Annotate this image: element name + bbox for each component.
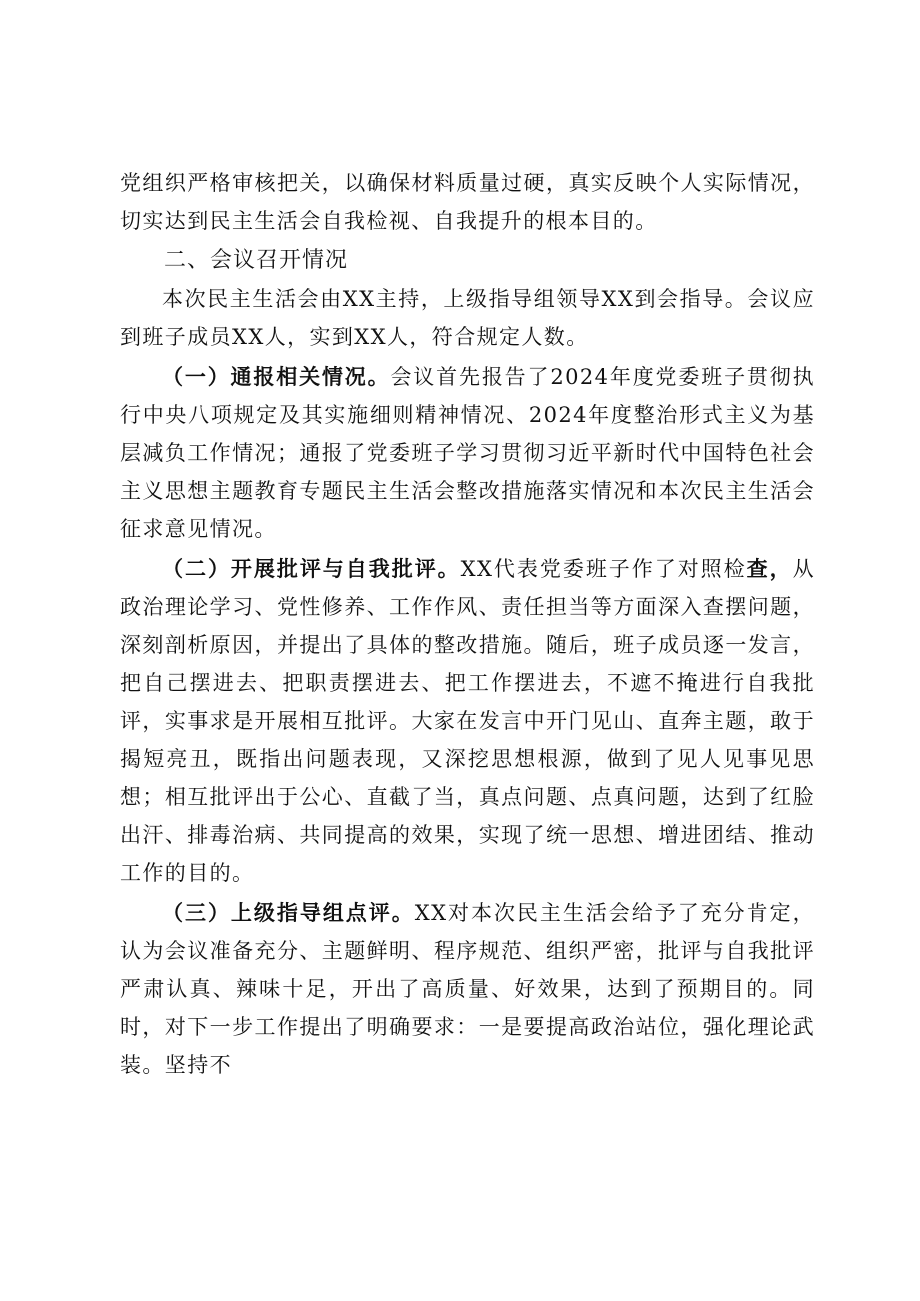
item-1-paragraph: [120, 358, 815, 548]
item-2-body-after: 从政治理论学习、党性修养、工作作风、责任担当等方面深入查摆问题，深刻剖析原因，并提出了具体的整改措施。随后，班子成员逐一发言，把自己摆进去、把职责摆进去、把工作摆进去，不遮不掩进行自我批评，实事求是开展相互批评。大家在发言中开门见山、直奔主题，敢于揭短亮丑，既指出问题表现，又深挖思想根源，做到了见人见事见思想；相互批评出于公心、直截了当，真点问题、点真问题，达到了红脸出汗、排毒治病、共同提高的效果，实现了统一思想、增进团结、推动工作的目的。: [120, 557, 815, 885]
item-2-paragraph: [120, 550, 815, 892]
item-1-body: 会议首先报告了2024年度党委班子贯彻执行中央八项规定及其实施细则精神情况、2024年度整治形式主义为基层减负工作情况；通报了党委班子学习贯彻习近平新时代中国特色社会主义思想主题教育专题民主生活会整改措施落实情况和本次民主生活会征求意见情况。: [120, 365, 816, 541]
item-3-paragraph: [120, 894, 815, 1084]
item-2-title: （二）开展批评与自我批评。: [162, 557, 461, 581]
section-heading: 二、会议召开情况: [164, 248, 349, 273]
meeting-info-paragraph: 本次民主生活会由XX主持，上级指导组领导XX到会指导。会议应到班子成员XX人，实到XX人，符合规定人数。: [120, 287, 815, 349]
item-2-body-before: XX代表党委班子作了对照检: [460, 557, 747, 581]
item-2-body-emph: 查，: [746, 556, 793, 581]
item-3-body: XX对本次民主生活会给予了充分肯定，认为会议准备充分、主题鲜明、程序规范、组织严密，批评与自我批评严肃认真、辣味十足，开出了高质量、好效果，达到了预期目的。同时，对下一步工作提出了明确要求：一是要提高政治站位，强化理论武装。坚持不: [120, 901, 815, 1077]
document-body: [120, 164, 815, 1084]
intro-paragraph: 党组织严格审核把关，以确保材料质量过硬，真实反映个人实际情况，切实达到民主生活会自我检视、自我提升的根本目的。: [120, 171, 815, 233]
item-1-title: （一）通报相关情况。: [162, 365, 391, 389]
item-3-title: （三）上级指导组点评。: [162, 901, 415, 925]
